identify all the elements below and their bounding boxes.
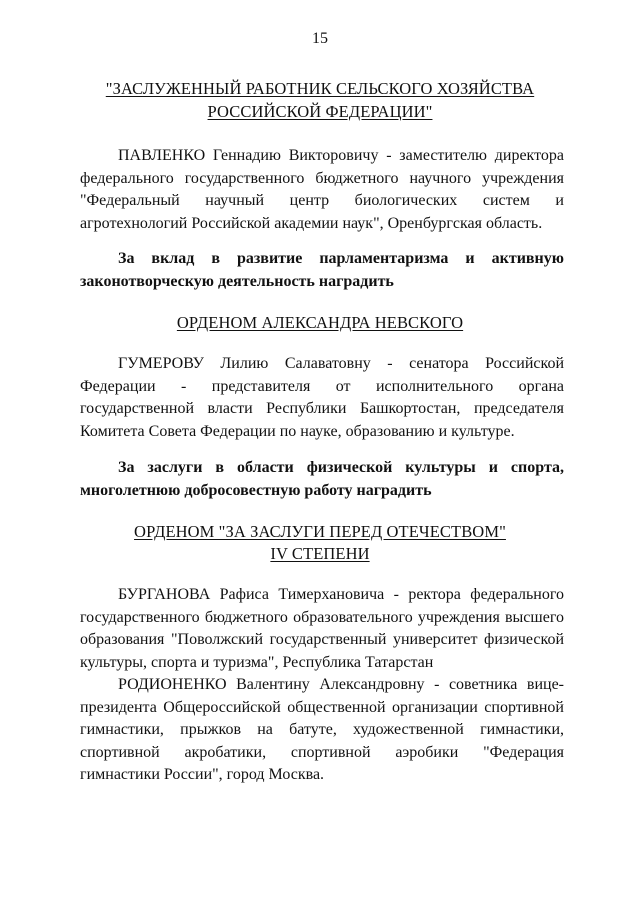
- order-title-merit-line-1: ОРДЕНОМ "ЗА ЗАСЛУГИ ПЕРЕД ОТЕЧЕСТВОМ": [134, 522, 506, 541]
- order-title-merit-line-2: IV СТЕПЕНИ: [270, 544, 370, 563]
- order-title-alexander-nevsky: ОРДЕНОМ АЛЕКСАНДРА НЕВСКОГО: [176, 313, 464, 332]
- award-title-line-2: РОССИЙСКОЙ ФЕДЕРАЦИИ": [207, 102, 433, 121]
- page-number: 15: [312, 30, 328, 47]
- recipient-gumerova: ГУМЕРОВУ Лилию Салаватовну - сенатора Российской Федерации - представителя от исполнительного органа государственной власти Республики Башкортостан, председателя Комитета Совета Федерации по науке, образованию и культуре.: [80, 355, 564, 440]
- award-reason-parliamentarism: За вклад в развитие парламентаризма и активную законотворческую деятельность наградить: [80, 250, 564, 290]
- award-reason-sport: За заслуги в области физической культуры и спорта, многолетнюю добросовестную работу наградить: [80, 459, 564, 499]
- award-title-line-1: "ЗАСЛУЖЕННЫЙ РАБОТНИК СЕЛЬСКОГО ХОЗЯЙСТВА: [105, 79, 535, 98]
- recipient-pavlenko: ПАВЛЕНКО Геннадию Викторовичу - заместителю директора федерального государственного бюджетного научного учреждения "Федеральный научный центр биологических систем и агротехнологий Российской академии наук", Оренбургская область.: [80, 147, 564, 232]
- recipient-burganov: БУРГАНОВА Рафиса Тимерхановича - ректора федерального государственного бюджетного образовательного учреждения высшего образования "Поволжский государственный университет физической культуры, спорта и туризма", Республика Татарстан: [80, 586, 564, 671]
- recipient-rodionenko: РОДИОНЕНКО Валентину Александровну - советника вице-президента Общероссийской общественной организации спортивной гимнастики, прыжков на батуте, художественной гимнастики, спортивной акробатики, спортивной аэробики "Федерация гимнастики России", город Москва.: [80, 676, 564, 783]
